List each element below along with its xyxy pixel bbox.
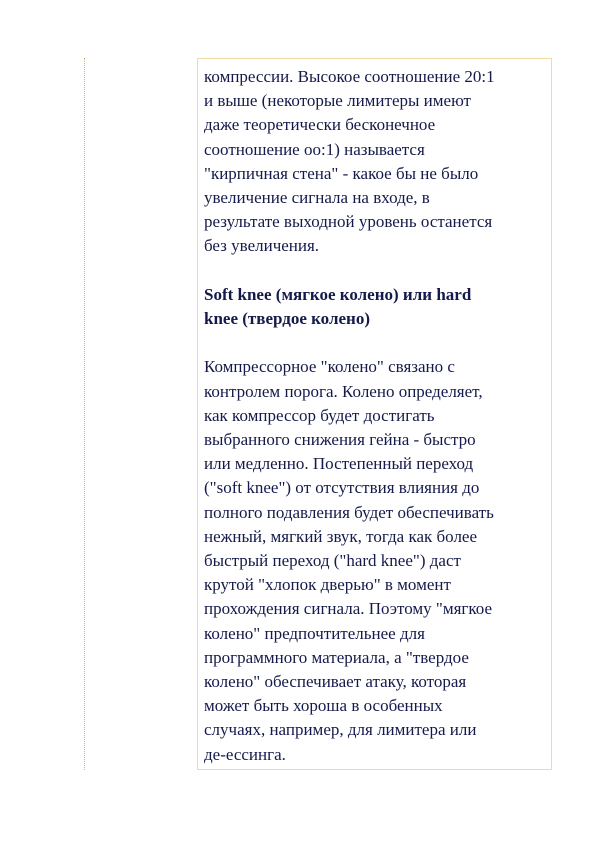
heading-line: knee (твердое колено) bbox=[204, 309, 370, 329]
text-line: даже теоретически бесконечное bbox=[204, 115, 436, 135]
text-line: ("soft knee") от отсутствия влияния до bbox=[204, 478, 480, 498]
paragraph-compression-ratio bbox=[204, 65, 547, 259]
text-line: может быть хороша в особенных bbox=[204, 696, 443, 716]
text-line: как компрессор будет достигать bbox=[204, 405, 435, 425]
text-line: полного подавления будет обеспечивать bbox=[204, 502, 494, 522]
text-line: компрессии. Высокое соотношение 20:1 bbox=[204, 67, 495, 86]
text-line: прохождения сигнала. Поэтому "мягкое bbox=[204, 599, 493, 619]
text-line: быстрый переход ("hard knee") даст bbox=[204, 551, 461, 571]
text-line: нежный, мягкий звук, тогда как более bbox=[204, 526, 478, 546]
text-line: выбранного снижения гейна - быстро bbox=[204, 430, 476, 450]
text-line: Компрессорное "колено" связано с bbox=[204, 357, 455, 377]
text-line: программного материала, а "твердое bbox=[204, 647, 469, 667]
text-content-box bbox=[197, 58, 552, 770]
text-line: случаях, например, для лимитера или bbox=[204, 720, 477, 740]
text-line: и выше (некоторые лимитеры имеют bbox=[204, 91, 471, 111]
text-line: контролем порога. Колено определяет, bbox=[204, 381, 483, 401]
heading-line: Soft knee (мягкое колено) или hard bbox=[204, 284, 472, 304]
section-heading-knee bbox=[204, 283, 547, 331]
text-line: без увеличения. bbox=[204, 236, 320, 256]
text-line: колено" обеспечивает атаку, которая bbox=[204, 672, 467, 692]
text-line: соотношение oo:1) называется bbox=[204, 139, 425, 159]
text-line: результате выходной уровень останется bbox=[204, 212, 493, 232]
text-line: увеличение сигнала на входе, в bbox=[204, 188, 430, 208]
paragraph-knee-description bbox=[204, 355, 547, 766]
text-line: де-ессинга. bbox=[204, 744, 286, 764]
text-line: или медленно. Постепенный переход bbox=[204, 454, 474, 474]
paragraph-spacer bbox=[204, 259, 547, 283]
left-margin-rule bbox=[84, 58, 85, 770]
text-line: колено" предпочтительнее для bbox=[204, 623, 425, 643]
text-line: "кирпичная стена" - какое бы не было bbox=[204, 163, 479, 183]
text-line: крутой "хлопок дверью" в момент bbox=[204, 575, 451, 595]
paragraph-spacer bbox=[204, 331, 547, 355]
